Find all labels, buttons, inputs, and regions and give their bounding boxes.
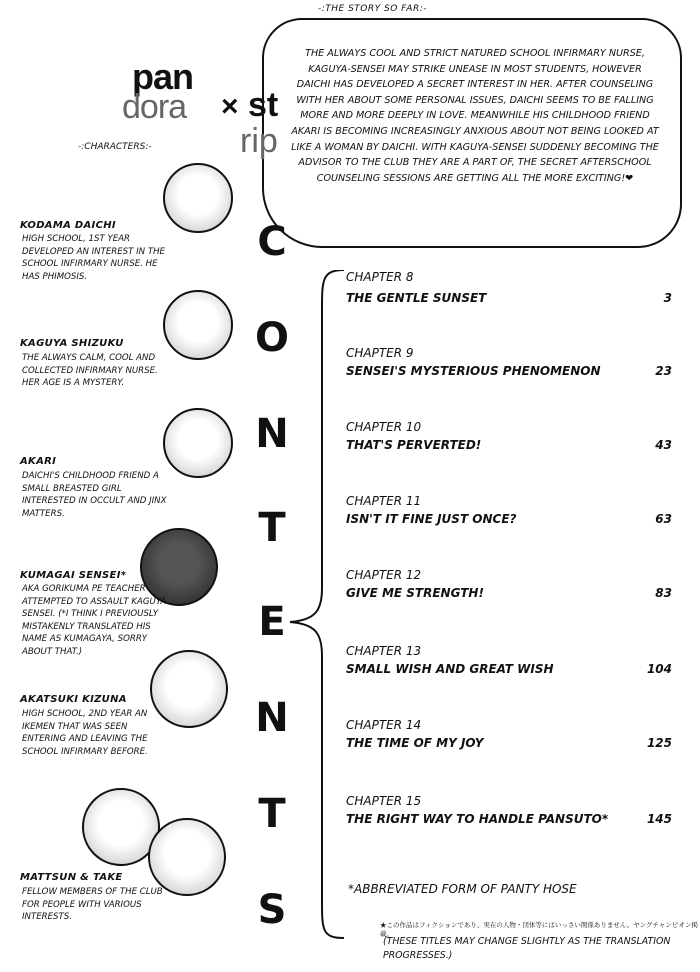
chapter-label: CHAPTER 12 (346, 568, 422, 582)
characters-heading: -:CHARACTERS:- (78, 142, 152, 152)
logo-part-dora: dora (122, 88, 187, 126)
character-name: AKARI (20, 456, 57, 467)
chapter-page-number: 125 (646, 736, 672, 750)
chapter-page-number: 145 (646, 812, 672, 826)
character-name: KUMAGAI SENSEI* (20, 570, 127, 581)
character-description: HIGH SCHOOL, 2ND YEAR AN IKEMEN THAT WAS SEEN ENTERING AND LEAVING THE SCHOOL INFIRMARY BEFORE. (22, 709, 148, 757)
portrait-take (148, 818, 226, 896)
portrait-daichi (163, 163, 233, 233)
logo-cross-icon: × (221, 90, 239, 123)
chapter-title: THE RIGHT WAY TO HANDLE PANSUTO* (346, 812, 609, 826)
logo-part-st: st (248, 86, 279, 124)
contents-brace (282, 270, 352, 940)
translation-note: (THESE TITLES MAY CHANGE SLIGHTLY AS THE TRANSLATION PROGRESSES.) (383, 936, 671, 961)
character-description: THE ALWAYS CALM, COOL AND COLLECTED INFIRMARY NURSE. HER AGE IS A MYSTERY. (22, 353, 158, 389)
chapter-title: SMALL WISH AND GREAT WISH (346, 662, 554, 676)
contents-letter: N (255, 695, 289, 741)
contents-letter: E (258, 599, 286, 645)
chapter-page-number: 63 (655, 512, 672, 526)
chapter-page-number: 3 (663, 291, 672, 305)
chapter-label: CHAPTER 11 (346, 494, 422, 508)
character-name: KODAMA DAICHI (20, 220, 116, 231)
character-description: FELLOW MEMBERS OF THE CLUB FOR PEOPLE WITH VARIOUS INTERESTS. (22, 887, 163, 923)
chapter-title: THE TIME OF MY JOY (346, 736, 484, 750)
contents-letter: C (257, 219, 287, 265)
chapter-page-number: 104 (646, 662, 672, 676)
portrait-kaguya (163, 290, 233, 360)
logo-part-pan: pan (132, 56, 194, 97)
story-so-far-text: THE ALWAYS COOL AND STRICT NATURED SCHOOL INFIRMARY NURSE, KAGUYA-SENSEI MAY STRIKE UNEASE IN MOST STUDENTS, HOWEVER DAICHI HAS DEVELOPED A SECRET INTEREST IN HER. AFTER COUNSELING WITH HER ABOUT SOME PERSONAL ISSUES, DAICHI SEEMS TO BE FALLING MORE AND MORE DEEPLY IN LOVE. MEANWHILE HIS CHILDHOOD FRIEND AKARI IS BECOMING INCREASINGLY ANXIOUS ABOUT NOT BEING LOOKED AT LIKE A WOMAN BY DAICHI. WITH KAGUYA-SENSEI SUDDENLY BECOMING THE ADVISOR TO THE CLUB THEY ARE A PART OF, THE SECRET AFTERSCHOOL COUNSELING SESSIONS ARE GETTING ALL THE MORE EXCITING!❤ (291, 48, 659, 184)
chapter-label: CHAPTER 13 (346, 644, 422, 658)
chapter-page-number: 23 (655, 364, 672, 378)
chapter-page-number: 43 (655, 438, 672, 452)
chapter-title: GIVE ME STRENGTH! (346, 586, 484, 600)
chapter-label: CHAPTER 8 (346, 270, 414, 284)
character-description: AKA GORIKUMA PE TEACHER ATTEMPTED TO ASSAULT KAGUYA SENSEI. (*I THINK I PREVIOUSLY MISTAKENLY TRANSLATED HIS NAME AS KUMAGAYA, SORRY ABOUT THAT.) (22, 584, 167, 657)
logo-part-rip: rip (240, 122, 278, 160)
pansuto-footnote: *ABBREVIATED FORM OF PANTY HOSE (348, 882, 577, 896)
portrait-akari (163, 408, 233, 478)
chapter-label: CHAPTER 14 (346, 718, 422, 732)
chapter-title: ISN'T IT FINE JUST ONCE? (346, 512, 517, 526)
character-description: DAICHI'S CHILDHOOD FRIEND A SMALL BREASTED GIRL INTERESTED IN OCCULT AND JINX MATTERS. (22, 471, 167, 519)
chapter-title: THE GENTLE SUNSET (346, 291, 487, 305)
character-name: KAGUYA SHIZUKU (20, 338, 124, 349)
chapter-title: SENSEI'S MYSTERIOUS PHENOMENON (346, 364, 601, 378)
chapter-label: CHAPTER 9 (346, 346, 414, 360)
contents-letter: T (258, 505, 286, 551)
character-name: MATTSUN & TAKE (20, 872, 123, 883)
contents-letter: O (255, 315, 290, 361)
character-description: HIGH SCHOOL, 1ST YEAR DEVELOPED AN INTEREST IN THE SCHOOL INFIRMARY NURSE. HE HAS PHIMOSIS. (22, 234, 165, 282)
contents-letter: N (255, 411, 289, 457)
story-so-far-heading: -:THE STORY SO FAR:- (318, 4, 427, 14)
contents-letter: S (257, 887, 287, 933)
chapter-label: CHAPTER 15 (346, 794, 422, 808)
fiction-disclaimer: ★この作品はフィクションであり、実在の人物・団体等にはいっさい関係ありません。ヤングチャンピオン掲載。 (380, 922, 698, 938)
character-name: AKATSUKI KIZUNA (20, 694, 127, 705)
chapter-title: THAT'S PERVERTED! (346, 438, 482, 452)
chapter-label: CHAPTER 10 (346, 420, 422, 434)
contents-letter: T (258, 791, 286, 837)
chapter-page-number: 83 (655, 586, 672, 600)
